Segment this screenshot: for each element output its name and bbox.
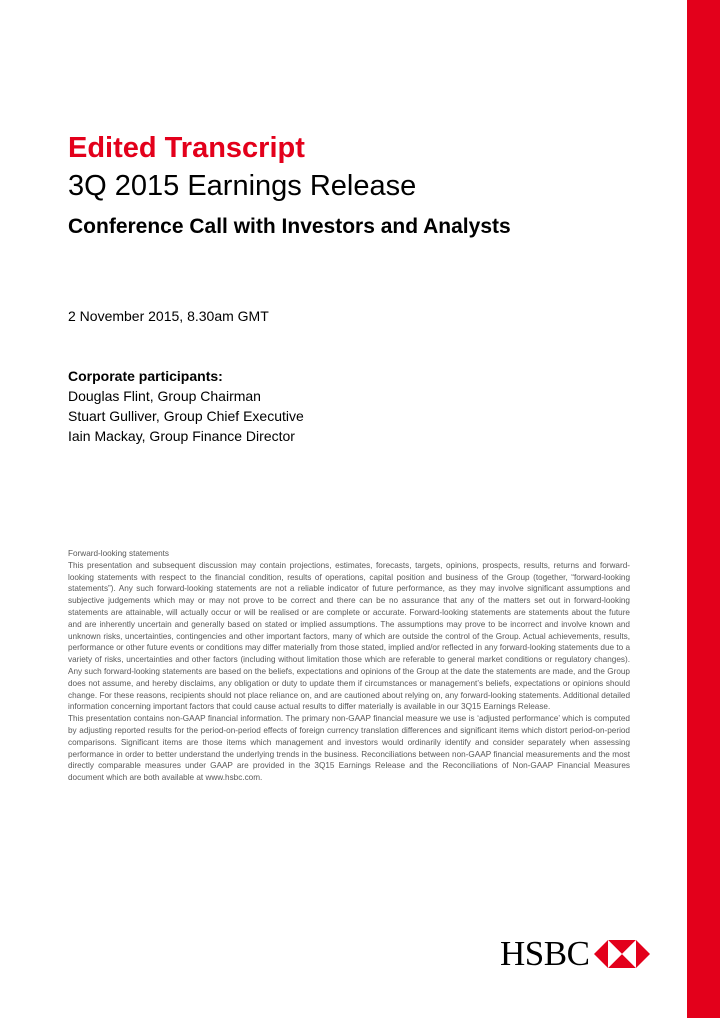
document-title-earnings-release: 3Q 2015 Earnings Release [68, 170, 417, 202]
disclaimer-paragraph-forward-looking: This presentation and subsequent discussion may contain projections, estimates, forecasts, targets, opinions, prospects, results, returns and forward-looking statements with respect to the financial condition, results of operations, capital position and business of the Group (together, “forward-looking statements”). Any such forward-looking statements are not a reliable indicator of future performance, as they may involve significant assumptions and subjective judgements which may or may not prove to be correct and there can be no assurance that any of the matters set out in forward-looking statements are attainable, will actually occur or will be realised or are complete or accurate. Forward-looking statements are statements about the future and are inherently uncertain and generally based on stated or implied assumptions. The assumptions may prove to be incorrect and involve known and unknown risks, uncertainties, contingencies and other important factors, many of which are outside the control of the Group. Actual achievements, results, performance or other future events or conditions may differ materially from those stated, implied and/or reflected in any forward-looking statements due to a variety of risks, uncertainties and other factors (including without limitation those which are referable to general market conditions or regulatory changes). Any such forward-looking statements are based on the beliefs, expectations and opinions of the Group at the date the statements are made, and the Group does not assume, and hereby disclaims, any obligation or duty to update them if circumstances or management’s beliefs, expectations or opinions should change. For these reasons, recipients should not place reliance on, and are cautioned about relying on, any forward-looking statements. Additional detailed information concerning important factors that could cause actual results to differ materially is available in our 3Q15 Earnings Release. [68, 560, 630, 712]
right-edge-red-bar [687, 0, 720, 1018]
disclaimer-heading: Forward-looking statements [68, 549, 170, 558]
participant-item: Stuart Gulliver, Group Chief Executive [68, 408, 304, 424]
disclaimer-section [68, 548, 630, 784]
event-date: 2 November 2015, 8.30am GMT [68, 308, 269, 324]
participants-section [68, 366, 304, 446]
participant-item: Iain Mackay, Group Finance Director [68, 428, 295, 444]
participants-heading: Corporate participants: [68, 368, 223, 384]
participant-item: Douglas Flint, Group Chairman [68, 388, 261, 404]
document-title-edited-transcript: Edited Transcript [68, 132, 305, 164]
document-subtitle: Conference Call with Investors and Analysts [68, 215, 511, 238]
disclaimer-paragraph-non-gaap: This presentation contains non-GAAP financial information. The primary non-GAAP financial measure we use is ‘adjusted performance’ which is computed by adjusting reported results for the period-on-period effects of foreign currency translation differences and significant items which distort period-on-period comparisons. Significant items are those items which management and investors would ordinarily identify and consider separately when assessing performance in order to better understand the underlying trends in the business. Reconciliations between non-GAAP financial measurements and the most directly comparable measures under GAAP are provided in the 3Q15 Earnings Release and the Reconciliations of Non-GAAP Financial Measures document which are both available at www.hsbc.com. [68, 714, 630, 783]
hsbc-hexagon-icon [594, 940, 650, 968]
hsbc-logo [500, 933, 662, 975]
logo-wordmark: HSBC [500, 934, 590, 973]
